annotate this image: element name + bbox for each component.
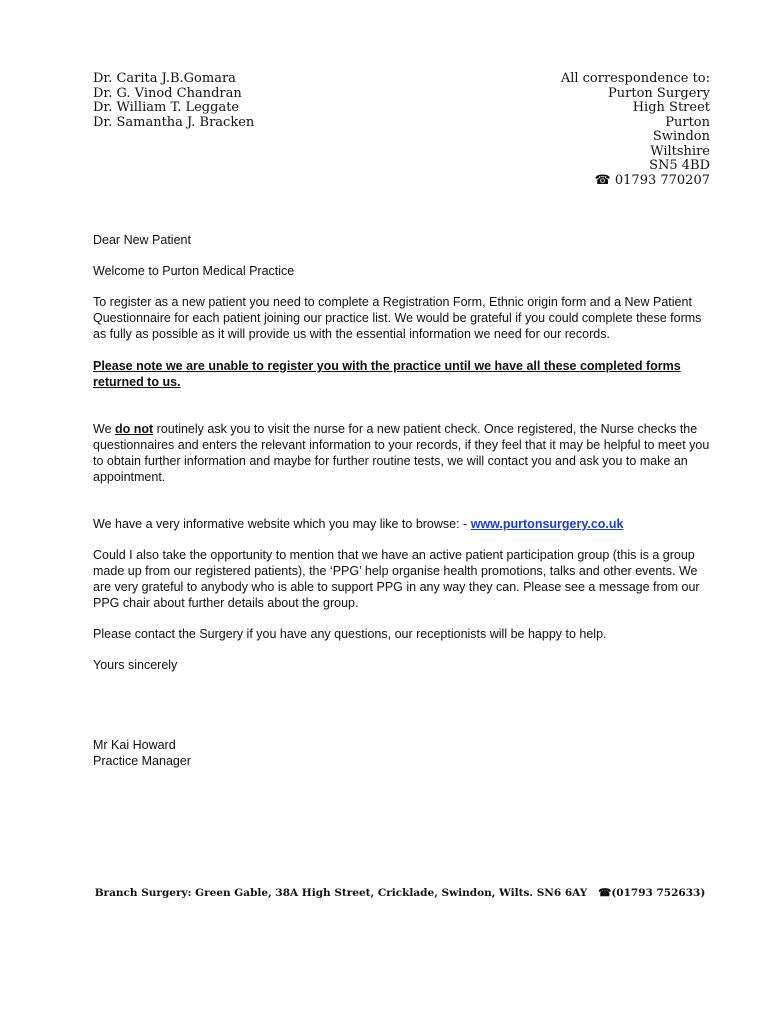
- address-line: High Street: [632, 100, 710, 115]
- letter-body: [93, 232, 718, 769]
- doctors-list: [93, 72, 254, 130]
- address-line: Wiltshire: [650, 143, 710, 159]
- branch-footer: [0, 887, 770, 899]
- nurse-text-start: We: [93, 422, 115, 436]
- phone-icon: ☎: [594, 172, 611, 188]
- website-text: We have a very informative website which you may like to browse: -: [93, 517, 471, 531]
- footer-phone: (01793 752633): [611, 887, 706, 899]
- address-line: Purton: [665, 114, 710, 130]
- doctor-name: Dr. Samantha J. Bracken: [93, 114, 255, 130]
- address-postcode: SN5 4BD: [649, 158, 710, 173]
- ppg-paragraph: Could I also take the opportunity to mention that we have an active patient participation group (this is a group made up from our registered patients), the ‘PPG’ help organise health promotions, talks and other events. We are very grateful to anybody who is able to support PPG in any way they can. Please see a message from our PPG chair about further details about the group.: [93, 548, 700, 610]
- phone-number: 01793 770207: [614, 172, 710, 188]
- registration-notice: Please note we are unable to register you with the practice until we have all these completed forms returned to us.: [93, 359, 681, 389]
- branch-address: Branch Surgery: Green Gable, 38A High Street, Cricklade, Swindon, Wilts. SN6 6AY: [94, 887, 588, 899]
- website-link[interactable]: www.purtonsurgery.co.uk: [470, 517, 624, 531]
- closing: Yours sincerely: [93, 658, 178, 672]
- doctor-name: Dr. G. Vinod Chandran: [93, 85, 242, 101]
- registration-paragraph: To register as a new patient you need to complete a Registration Form, Ethnic origin form and a New Patient Questionnaire for each patient joining our practice list. We would be grateful if you could complete these forms as fully as possible as it will provide us with the essential information we need for our records.: [93, 295, 702, 341]
- contact-paragraph: Please contact the Surgery if you have any questions, our receptionists will be happy to help.: [93, 627, 607, 641]
- nurse-paragraph: [93, 421, 718, 485]
- welcome-line: Welcome to Purton Medical Practice: [93, 264, 295, 278]
- salutation: Dear New Patient: [93, 233, 191, 247]
- address-heading: All correspondence to:: [560, 71, 710, 86]
- doctor-name: Dr. Carita J.B.Gomara: [93, 71, 236, 86]
- nurse-emphasis: do not: [115, 422, 154, 436]
- signatory-title: Practice Manager: [93, 754, 191, 768]
- footer-phone-icon: ☎: [598, 887, 612, 899]
- phone-line: [561, 174, 710, 189]
- doctor-name: Dr. William T. Leggate: [93, 100, 240, 115]
- correspondence-address: [561, 72, 710, 188]
- address-line: Purton Surgery: [608, 85, 710, 101]
- nurse-text-end: routinely ask you to visit the nurse for a new patient check. Once registered, the Nurse checks the questionnaires and enters the relevant information to your records, if they feel that it may be helpful to meet you to obtain further information and maybe for further routine tests, we will contact you and ask you to make an appointment.: [93, 422, 710, 484]
- website-paragraph: [93, 516, 718, 532]
- address-line: Swindon: [652, 129, 710, 144]
- signatory-name: Mr Kai Howard: [93, 738, 176, 752]
